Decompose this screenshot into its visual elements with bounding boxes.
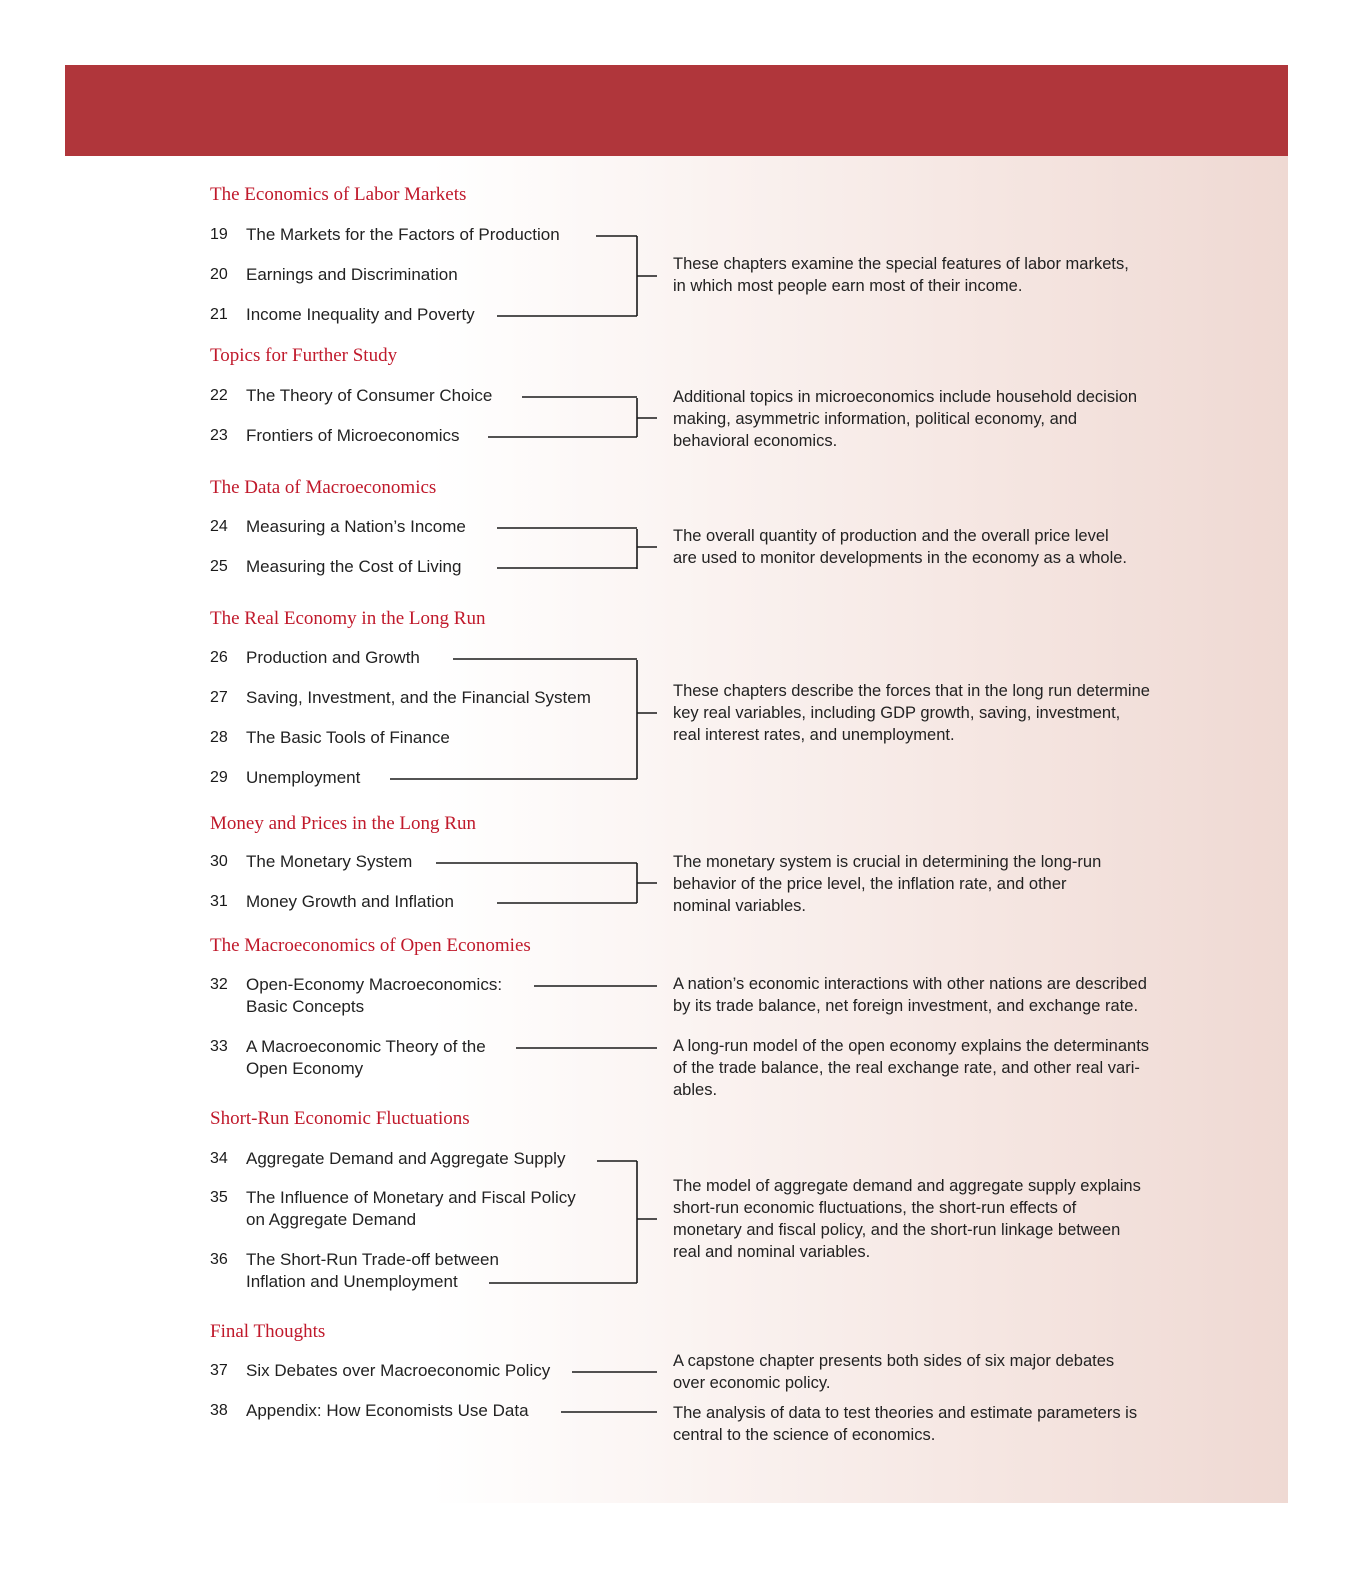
chapter-title-line: Measuring a Nation’s Income [246, 517, 466, 536]
section-heading: Topics for Further Study [210, 345, 398, 366]
chapter-title-line: Appendix: How Economists Use Data [246, 1401, 529, 1420]
section-description [673, 386, 1218, 452]
chapter-title-line: Basic Concepts [246, 997, 365, 1016]
chapter-title-line: Inflation and Unemployment [246, 1272, 458, 1291]
chapter-title [246, 304, 475, 326]
chapter-title [246, 385, 492, 407]
chapter-title [246, 264, 458, 286]
description-line: behavioral economics. [673, 432, 838, 450]
section-description [673, 1350, 1218, 1394]
chapter-title [246, 1360, 550, 1382]
chapter-number: 21 [210, 306, 228, 323]
description-line: real interest rates, and unemployment. [673, 726, 955, 744]
description-line: The model of aggregate demand and aggregate supply explains [673, 1177, 1141, 1195]
chapter-title [246, 687, 591, 709]
description-line: nominal variables. [673, 897, 806, 915]
chapter-number: 38 [210, 1402, 228, 1419]
chapter-title [246, 851, 412, 873]
chapter-number: 37 [210, 1362, 228, 1379]
chapter-number: 24 [210, 518, 228, 535]
section-heading: The Data of Macroeconomics [210, 477, 437, 498]
description-line: behavior of the price level, the inflation rate, and other [673, 875, 1067, 893]
section-heading: Money and Prices in the Long Run [210, 813, 476, 834]
description-line: Additional topics in microeconomics include household decision [673, 388, 1138, 406]
chapter-title-line: The Short-Run Trade-off between [246, 1250, 499, 1269]
description-line: over economic policy. [673, 1374, 831, 1392]
chapter-title-line: Frontiers of Microeconomics [246, 426, 460, 445]
chapter-title [246, 224, 560, 246]
chapter-title [246, 1148, 565, 1170]
chapter-number: 34 [210, 1150, 228, 1167]
chapter-title-line: Money Growth and Inflation [246, 892, 454, 911]
chapter-number: 25 [210, 558, 228, 575]
section-heading: The Economics of Labor Markets [210, 184, 467, 205]
chapter-title [246, 767, 360, 789]
chapter-title [246, 974, 502, 1018]
description-line: The analysis of data to test theories and estimate parameters is [673, 1404, 1138, 1422]
chapter-number: 20 [210, 266, 228, 283]
description-line: The monetary system is crucial in determining the long-run [673, 853, 1102, 871]
chapter-number: 31 [210, 893, 228, 910]
section-description [673, 1035, 1218, 1101]
chapter-title-line: The Markets for the Factors of Production [246, 225, 560, 244]
chapter-title-line: Open-Economy Macroeconomics: [246, 975, 503, 994]
chapter-title-line: Earnings and Discrimination [246, 265, 458, 284]
description-line: short-run economic fluctuations, the short-run effects of [673, 1199, 1077, 1217]
chapter-title-line: A Macroeconomic Theory of the [246, 1037, 486, 1056]
section-description [673, 1175, 1218, 1263]
chapter-title-line: Saving, Investment, and the Financial System [246, 688, 591, 707]
section-heading: Final Thoughts [210, 1321, 326, 1342]
description-line: ables. [673, 1081, 718, 1099]
description-line: making, asymmetric information, political economy, and [673, 410, 1078, 428]
description-line: These chapters examine the special features of labor markets, [673, 255, 1129, 273]
chapter-title-line: The Theory of Consumer Choice [246, 386, 493, 405]
chapter-title-line: Income Inequality and Poverty [246, 305, 475, 324]
description-line: A long-run model of the open economy explains the determinants [673, 1037, 1150, 1055]
chapter-title-line: The Monetary System [246, 852, 413, 871]
section-description [673, 525, 1218, 569]
header-banner [65, 65, 1288, 156]
chapter-title-line: on Aggregate Demand [246, 1210, 417, 1229]
chapter-number: 36 [210, 1251, 228, 1268]
section-heading: Short-Run Economic Fluctuations [210, 1108, 470, 1129]
chapter-title-line: Unemployment [246, 768, 361, 787]
chapter-title-line: The Influence of Monetary and Fiscal Policy [246, 1188, 576, 1207]
chapter-title [246, 647, 420, 669]
description-line: are used to monitor developments in the economy as a whole. [673, 549, 1128, 567]
chapter-title [246, 1187, 576, 1231]
chapter-title-line: Measuring the Cost of Living [246, 557, 462, 576]
chapter-title [246, 727, 450, 749]
chapter-title-line: The Basic Tools of Finance [246, 728, 450, 747]
chapter-number: 33 [210, 1038, 228, 1055]
chapter-title-line: Production and Growth [246, 648, 420, 667]
description-line: These chapters describe the forces that in the long run determine [673, 682, 1150, 700]
description-line: in which most people earn most of their income. [673, 277, 1023, 295]
chapter-number: 19 [210, 226, 228, 243]
chapter-title-line: Open Economy [246, 1059, 364, 1078]
section-description [673, 253, 1218, 297]
section-description [673, 973, 1218, 1017]
chapter-number: 26 [210, 649, 228, 666]
description-line: A nation’s economic interactions with other nations are described [673, 975, 1147, 993]
description-line: real and nominal variables. [673, 1243, 871, 1261]
chapter-title [246, 556, 461, 578]
section-description [673, 680, 1218, 746]
chapter-title [246, 1400, 529, 1422]
chapter-title-line: Six Debates over Macroeconomic Policy [246, 1361, 551, 1380]
chapter-number: 28 [210, 729, 228, 746]
chapter-number: 30 [210, 853, 228, 870]
chapter-number: 29 [210, 769, 228, 786]
chapter-title [246, 1036, 486, 1080]
description-line: central to the science of economics. [673, 1426, 936, 1444]
chapter-number: 22 [210, 387, 228, 404]
section-description [673, 851, 1218, 917]
chapter-title [246, 891, 454, 913]
description-line: monetary and fiscal policy, and the short-run linkage between [673, 1221, 1121, 1239]
chapter-title-line: Aggregate Demand and Aggregate Supply [246, 1149, 566, 1168]
chapter-title [246, 1249, 499, 1293]
description-line: key real variables, including GDP growth, saving, investment, [673, 704, 1121, 722]
section-heading: The Real Economy in the Long Run [210, 608, 486, 629]
section-heading: The Macroeconomics of Open Economies [210, 935, 531, 956]
description-line: of the trade balance, the real exchange rate, and other real vari- [673, 1059, 1140, 1077]
chapter-number: 27 [210, 689, 228, 706]
description-line: by its trade balance, net foreign investment, and exchange rate. [673, 997, 1139, 1015]
section-description [673, 1402, 1218, 1446]
chapter-number: 32 [210, 976, 228, 993]
description-line: The overall quantity of production and the overall price level [673, 527, 1109, 545]
chapter-title [246, 425, 460, 447]
chapter-number: 35 [210, 1189, 228, 1206]
chapter-title [246, 516, 466, 538]
chapter-number: 23 [210, 427, 228, 444]
description-line: A capstone chapter presents both sides of six major debates [673, 1352, 1115, 1370]
